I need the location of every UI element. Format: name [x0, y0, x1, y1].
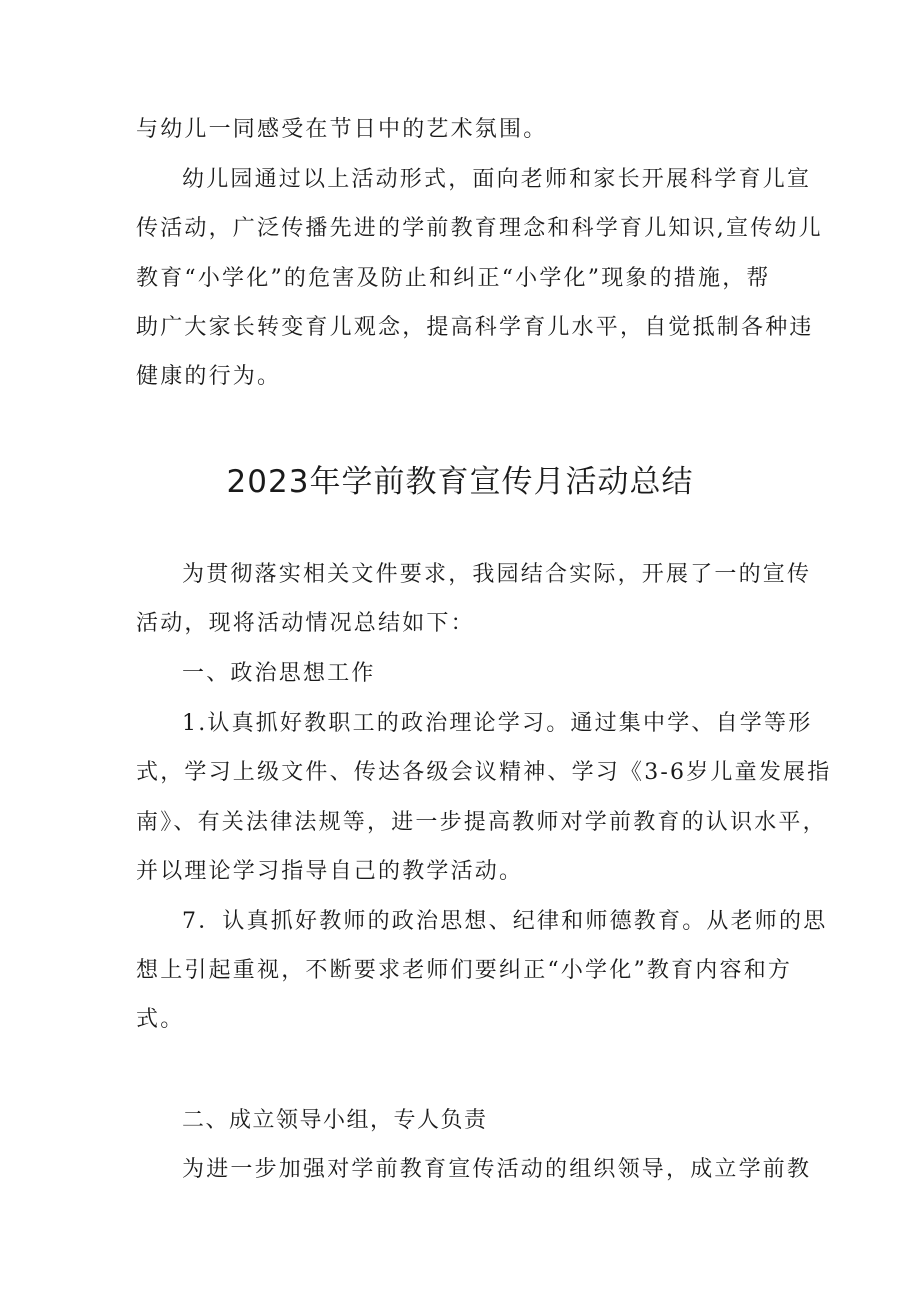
paragraph-line: 健康的行为。	[136, 364, 282, 389]
paragraph-line: 活动，现将活动情况总结如下：	[136, 611, 475, 636]
paragraph-line: 1.认真抓好教职工的政治理论学习。通过集中学、自学等形	[182, 711, 813, 736]
section-heading-1: 一、政治思想工作	[182, 661, 376, 686]
paragraph-line: 幼儿园通过以上活动形式，面向老师和家长开展科学育儿宣	[182, 167, 812, 192]
paragraph-line: 传活动，广泛传播先进的学前教育理念和科学育儿知识,宣传幼儿	[136, 216, 823, 241]
paragraph-line: 7．认真抓好教师的政治思想、纪律和师德教育。从老师的思	[182, 909, 828, 934]
paragraph-line: 教育“小学化”的危害及防止和纠正“小学化”现象的措施，帮	[136, 266, 771, 291]
paragraph-line: 为进一步加强对学前教育宣传活动的组织领导，成立学前教	[182, 1157, 812, 1182]
paragraph-line: 式，学习上级文件、传达各级会议精神、学习《3-6岁儿童发展指	[136, 760, 832, 785]
paragraph-line: 助广大家长转变育儿观念，提高科学育儿水平，自觉抵制各种违	[136, 315, 814, 340]
paragraph-line: 为贯彻落实相关文件要求，我园结合实际，开展了一的宣传	[182, 562, 812, 587]
section-heading-2: 二、成立领导小组，专人负责	[182, 1108, 488, 1133]
paragraph-line: 式。	[136, 1007, 185, 1032]
paragraph-line: 与幼儿一同感受在节日中的艺术氛围。	[136, 117, 548, 142]
paragraph-line: 想上引起重视，不断要求老师们要纠正“小学化”教育内容和方	[136, 958, 793, 983]
paragraph-line: 并以理论学习指导自己的教学活动。	[136, 859, 524, 884]
document-title: 2023年学前教育宣传月活动总结	[226, 464, 694, 500]
paragraph-line: 南》、有关法律法规等，进一步提高教师对学前教育的认识水平，	[136, 810, 827, 835]
